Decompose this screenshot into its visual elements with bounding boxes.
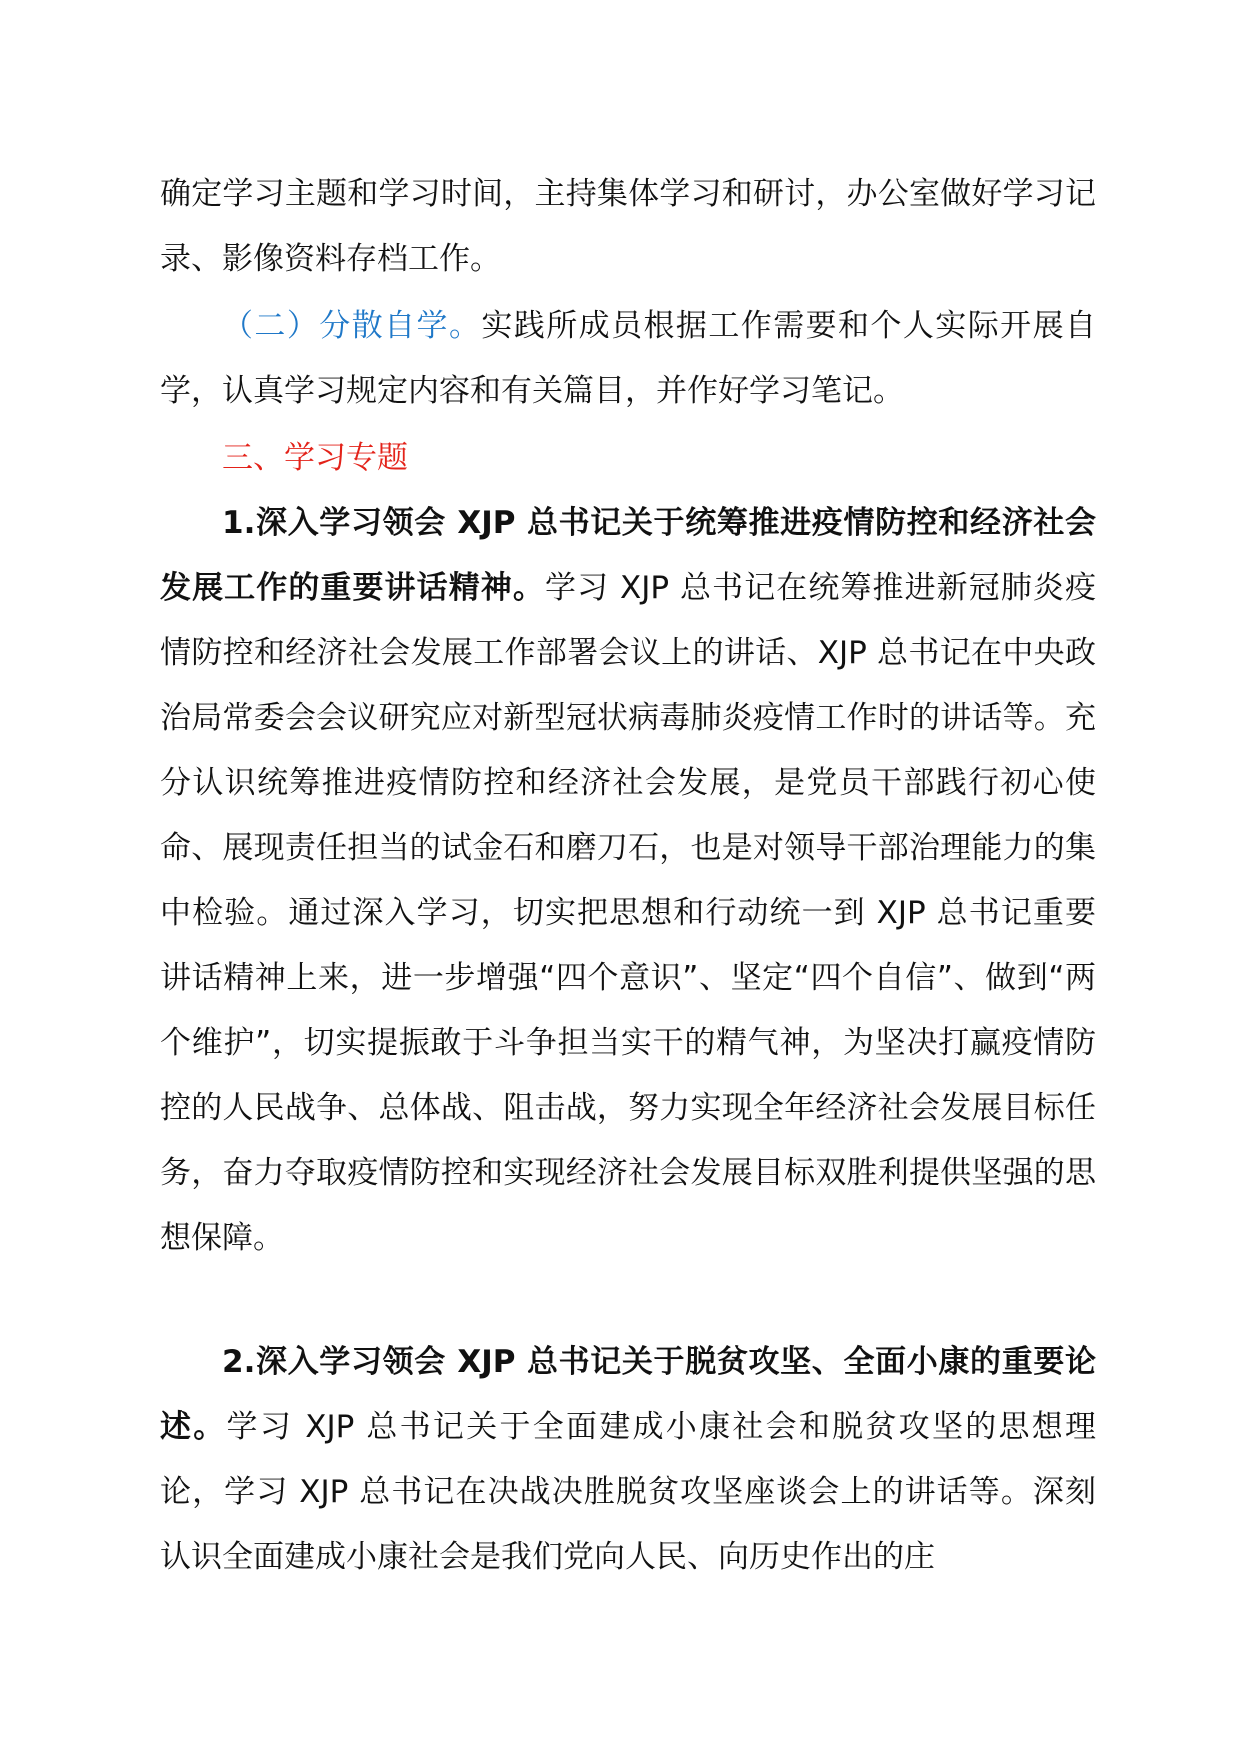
topic-title: 1.深入学习领会 XJP 总书记关于统筹推进疫情防控和经济社会发展工作的重要讲话精神。: [160, 505, 1096, 606]
topic-title: 2.深入学习领会 XJP 总书记关于脱贫攻坚、全面小康的重要论述。: [160, 1344, 1096, 1445]
paragraph-text: 确定学习主题和学习时间，主持集体学习和研讨，办公室做好学习记录、影像资料存档工作。: [160, 176, 1096, 277]
paragraph-self-study: [160, 294, 1096, 424]
subheading-self-study: （二）分散自学。: [222, 308, 482, 344]
topic-text: 学习 XJP 总书记在统筹推进新冠肺炎疫情防控和经济社会发展工作部署会议上的讲话、XJP 总书记在中央政治局常委会会议研究应对新型冠状病毒肺炎疫情工作时的讲话等。充分认识统筹推进疫情防控和经济社会发展，是党员干部践行初心使命、展现责任担当的试金石和磨刀石，也是对领导干部治理能力的集中检验。通过深入学习，切实把思想和行动统一到 XJP 总书记重要讲话精神上来，进一步增强“四个意识”、坚定“四个自信”、做到“两个维护”，切实提振敢于斗争担当实干的精气神，为坚决打赢疫情防控的人民战争、总体战、阻击战，努力实现全年经济社会发展目标任务，奋力夺取疫情防控和实现经济社会发展目标双胜利提供坚强的思想保障。: [160, 570, 1097, 1256]
paragraph-study-records: [160, 162, 1096, 292]
section-heading-study-topics: 三、学习专题: [222, 440, 408, 476]
topic-text: 学习 XJP 总书记关于全面建成小康社会和脱贫攻坚的思想理论，学习 XJP 总书记在决战决胜脱贫攻坚座谈会上的讲话等。深刻认识全面建成小康社会是我们党向人民、向历史作出的庄: [160, 1409, 1097, 1575]
topic-item-2: [160, 1330, 1096, 1590]
topic-item-1: [160, 491, 1096, 1271]
paragraph-text: 实践所成员根据工作需要和个人实际开展自学，认真学习规定内容和有关篇目，并作好学习笔记。: [160, 308, 1097, 409]
